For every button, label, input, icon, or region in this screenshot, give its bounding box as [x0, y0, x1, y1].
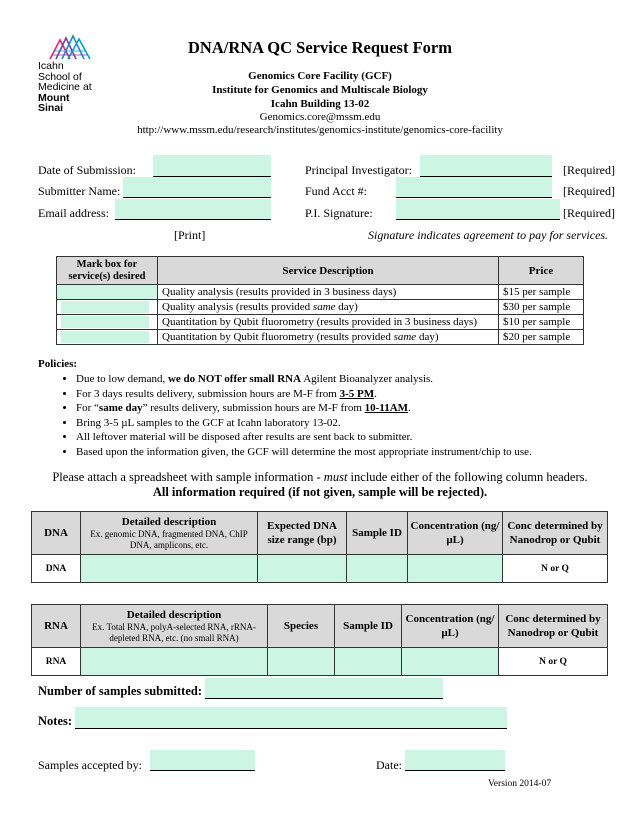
service-price: $30 per sample	[499, 300, 584, 315]
dna-description-cell[interactable]	[81, 555, 258, 583]
fund-input[interactable]	[396, 177, 552, 198]
pi-label: Principal Investigator:	[305, 163, 412, 177]
rna-column-header: RNA	[32, 605, 81, 648]
rna-description-header: Detailed description Ex. Total RNA, polyA-selected RNA, rRNA-depleted RNA, etc. (no small RNA)	[81, 605, 268, 648]
signature-note: Signature indicates agreement to pay for services.	[368, 228, 609, 242]
rna-method-header: Conc determined by Nanodrop or Qubit	[499, 605, 608, 648]
signature-label: P.I. Signature:	[305, 206, 373, 220]
rna-method-cell[interactable]: N or Q	[499, 648, 608, 676]
dna-column-header: DNA	[32, 512, 81, 555]
signature-input[interactable]	[396, 199, 560, 220]
price-column-header: Price	[499, 257, 584, 285]
service-price: $10 per sample	[499, 315, 584, 330]
description-column-header: Service Description	[158, 257, 499, 285]
version-label: Version 2014-07	[488, 779, 552, 789]
submitter-label: Submitter Name:	[38, 184, 121, 198]
policy-item: • For “same day” results delivery, submission hours are M-F from 10-11AM.	[76, 401, 636, 416]
table-row	[57, 330, 584, 345]
institute-name: Institute for Genomics and Multiscale Biology	[212, 84, 428, 96]
policy-item: • All leftover material will be disposed after results are sent back to submitter.	[76, 430, 636, 445]
rna-species-cell[interactable]	[268, 648, 335, 676]
service-description: Quality analysis (results provided in 3 business days)	[158, 285, 499, 300]
service-description: Quality analysis (results provided same day)	[158, 300, 499, 315]
service-table	[56, 256, 584, 345]
date-input[interactable]	[153, 155, 271, 177]
num-samples-label: Number of samples submitted:	[38, 684, 203, 698]
accepted-by-input[interactable]	[150, 750, 255, 771]
logo-line: Icahn	[38, 60, 64, 72]
print-note: [Print]	[174, 228, 206, 242]
dna-sample-id-cell[interactable]	[347, 555, 408, 583]
logo	[38, 34, 108, 114]
pi-input[interactable]	[420, 155, 552, 177]
dna-method-header: Conc determined by Nanodrop or Qubit	[503, 512, 608, 555]
notes-label: Notes:	[38, 714, 73, 728]
attach-requirement: All information required (if not given, sample will be rejected).	[152, 485, 488, 499]
fund-label: Fund Acct #:	[305, 184, 367, 198]
dna-sample-id-header: Sample ID	[347, 512, 408, 555]
accepted-by-label: Samples accepted by:	[38, 758, 142, 772]
service-price: $20 per sample	[499, 330, 584, 345]
logo-line: School of	[38, 70, 82, 83]
mount-sinai-logo-icon	[48, 34, 92, 60]
service-checkbox[interactable]	[57, 300, 158, 315]
pi-required: [Required]	[563, 163, 615, 177]
rna-concentration-header: Concentration (ng/µL)	[402, 605, 499, 648]
date-label: Date of Submission:	[38, 163, 136, 177]
dna-size-header: Expected DNA size range (bp)	[258, 512, 347, 555]
policy-item: • Due to low demand, we do NOT offer small RNA Agilent Bioanalyzer analysis.	[76, 372, 636, 387]
service-description: Quantitation by Qubit fluorometry (results provided same day)	[158, 330, 499, 345]
logo-line: Sinai	[38, 102, 64, 114]
service-checkbox[interactable]	[57, 315, 158, 330]
policies-list	[38, 372, 636, 459]
table-row	[57, 285, 584, 300]
rna-sample-id-header: Sample ID	[335, 605, 402, 648]
rna-sample-id-cell[interactable]	[335, 648, 402, 676]
service-checkbox[interactable]	[57, 285, 158, 300]
logo-line: Mount	[38, 91, 70, 104]
email-input[interactable]	[115, 199, 271, 220]
service-description: Quantitation by Qubit fluorometry (results provided in 3 business days)	[158, 315, 499, 330]
table-row	[57, 315, 584, 330]
fund-required: [Required]	[563, 184, 615, 198]
dna-table-header	[32, 512, 608, 555]
rna-table-header	[32, 605, 608, 648]
rna-concentration-cell[interactable]	[402, 648, 499, 676]
signature-required: [Required]	[563, 206, 615, 220]
dna-row-label: DNA	[32, 555, 81, 583]
dna-sample-table	[31, 511, 608, 583]
dna-description-header: Detailed description Ex. genomic DNA, fragmented DNA, ChIP DNA, amplicons, etc.	[81, 512, 258, 555]
mark-column-header: Mark box for service(s) desired	[57, 257, 158, 285]
logo-line: Medicine at	[38, 81, 92, 93]
email-label: Email address:	[38, 206, 109, 220]
rna-row-label: RNA	[32, 648, 81, 676]
policies-title: Policies:	[38, 358, 78, 370]
notes-input[interactable]	[75, 707, 507, 729]
policy-item: • Based upon the information given, the GCF will determine the most appropriate instrument/chip to use.	[76, 445, 636, 460]
table-row	[32, 555, 608, 583]
service-table-header	[57, 257, 584, 285]
table-row	[32, 648, 608, 676]
policy-item: • For 3 days results delivery, submission hours are M-F from 3-5 PM.	[76, 387, 636, 402]
contact-email[interactable]: Genomics.core@mssm.edu	[259, 111, 381, 123]
service-price: $15 per sample	[499, 285, 584, 300]
dna-size-cell[interactable]	[258, 555, 347, 583]
date-accepted-input[interactable]	[405, 750, 505, 771]
date-accepted-label: Date:	[376, 758, 402, 772]
submitter-input[interactable]	[123, 177, 271, 198]
dna-concentration-header: Concentration (ng/µL)	[408, 512, 503, 555]
policy-item: • Bring 3-5 µL samples to the GCF at Icahn laboratory 13-02.	[76, 416, 636, 431]
table-row	[57, 300, 584, 315]
building: Icahn Building 13-02	[270, 98, 370, 110]
rna-description-cell[interactable]	[81, 648, 268, 676]
rna-sample-table	[31, 604, 608, 676]
website-url[interactable]: http://www.mssm.edu/research/institutes/genomics-institute/genomics-core-facility	[137, 124, 503, 136]
form-title: DNA/RNA QC Service Request Form	[188, 38, 452, 57]
dna-concentration-cell[interactable]	[408, 555, 503, 583]
facility-name: Genomics Core Facility (GCF)	[248, 70, 392, 82]
num-samples-input[interactable]	[205, 678, 443, 699]
logo-text	[38, 61, 108, 114]
service-checkbox[interactable]	[57, 330, 158, 345]
dna-method-cell[interactable]: N or Q	[503, 555, 608, 583]
attach-instructions: Please attach a spreadsheet with sample information - must include either of the following column headers.	[52, 470, 588, 484]
rna-species-header: Species	[268, 605, 335, 648]
